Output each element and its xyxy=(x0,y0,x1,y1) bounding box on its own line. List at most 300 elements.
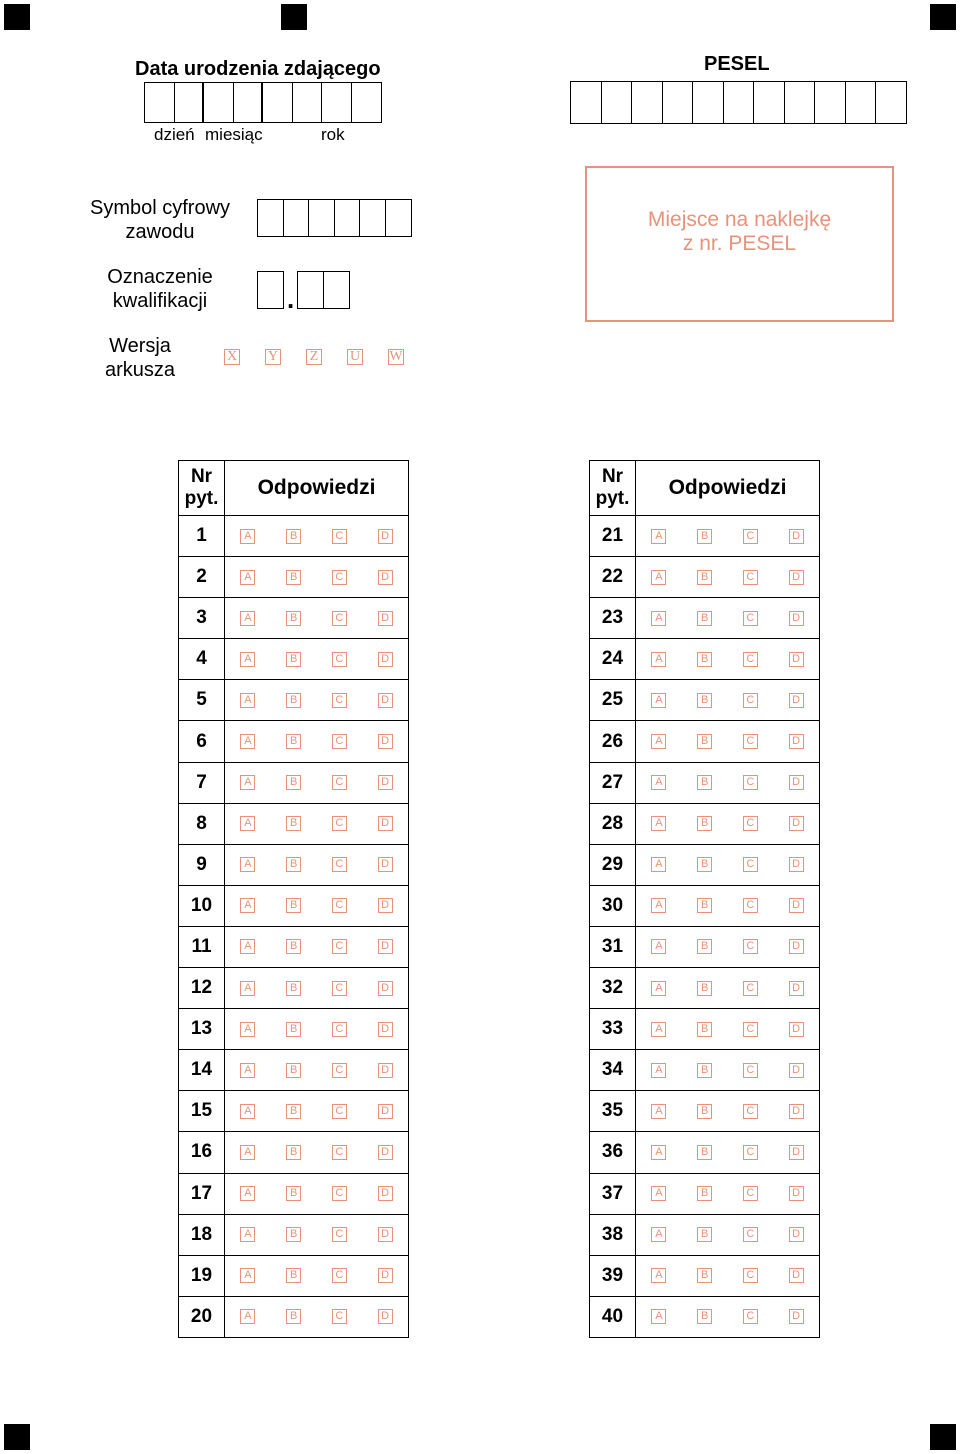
answer-option-a[interactable]: A xyxy=(651,816,666,831)
answer-option-a[interactable]: A xyxy=(651,611,666,626)
answer-options xyxy=(636,1009,820,1050)
question-number: 22 xyxy=(590,557,636,598)
answer-option-c[interactable]: C xyxy=(743,611,758,626)
answer-row xyxy=(590,557,820,598)
answer-option-d[interactable]: D xyxy=(378,734,393,749)
answer-row xyxy=(590,1296,820,1337)
qualification-box-1[interactable] xyxy=(257,271,284,309)
question-number: 15 xyxy=(179,1091,225,1132)
answers-table-right xyxy=(589,460,820,1338)
answer-option-b[interactable]: B xyxy=(697,1022,712,1037)
question-number: 5 xyxy=(179,680,225,721)
version-label-line1: Wersja xyxy=(109,335,171,357)
qualification-box-2[interactable] xyxy=(297,271,324,309)
answer-option-a[interactable]: A xyxy=(240,529,255,544)
answer-option-c[interactable]: C xyxy=(332,529,347,544)
answer-option-b[interactable]: B xyxy=(697,734,712,749)
answer-option-b[interactable]: B xyxy=(286,816,301,831)
answer-option-b[interactable]: B xyxy=(286,939,301,954)
corner-marker-top-right xyxy=(930,4,956,30)
answer-option-a[interactable]: A xyxy=(240,734,255,749)
answer-option-c[interactable]: C xyxy=(743,981,758,996)
answer-options xyxy=(636,639,820,680)
answer-option-b[interactable]: B xyxy=(286,1186,301,1201)
pesel-box[interactable] xyxy=(723,81,755,124)
answer-option-d[interactable]: D xyxy=(789,1227,804,1242)
question-number: 25 xyxy=(590,680,636,721)
birth-year-box-2[interactable] xyxy=(292,82,323,123)
answer-option-c[interactable]: C xyxy=(332,1268,347,1283)
qualification-box-3[interactable] xyxy=(323,271,350,309)
answer-options xyxy=(636,721,820,762)
answer-option-b[interactable]: B xyxy=(286,734,301,749)
answer-options xyxy=(225,926,409,967)
symbol-label-line1: Symbol cyfrowy xyxy=(89,197,231,219)
answer-option-c[interactable]: C xyxy=(743,1104,758,1119)
question-number: 13 xyxy=(179,1009,225,1050)
qualification-label xyxy=(70,265,250,313)
answer-row xyxy=(179,1132,409,1173)
answer-option-a[interactable]: A xyxy=(240,898,255,913)
answer-option-b[interactable]: B xyxy=(697,939,712,954)
birth-day-box-1[interactable] xyxy=(144,82,175,123)
answers-table-left xyxy=(178,460,409,1338)
answer-option-b[interactable]: B xyxy=(697,652,712,667)
answer-options xyxy=(225,844,409,885)
answer-option-c[interactable]: C xyxy=(743,1022,758,1037)
question-number: 27 xyxy=(590,762,636,803)
answer-option-d[interactable]: D xyxy=(378,775,393,790)
answer-option-c[interactable]: C xyxy=(743,1186,758,1201)
question-number: 35 xyxy=(590,1091,636,1132)
answer-option-b[interactable]: B xyxy=(697,1227,712,1242)
answer-row xyxy=(179,1091,409,1132)
answer-option-c[interactable]: C xyxy=(332,1227,347,1242)
question-number: 14 xyxy=(179,1050,225,1091)
answer-option-b[interactable]: B xyxy=(697,1104,712,1119)
header-question-number xyxy=(590,461,636,516)
answer-option-c[interactable]: C xyxy=(743,939,758,954)
answer-option-d[interactable]: D xyxy=(789,981,804,996)
birth-year-box-4[interactable] xyxy=(351,82,382,123)
answer-option-a[interactable]: A xyxy=(651,1104,666,1119)
answer-option-d[interactable]: D xyxy=(378,1309,393,1324)
qualification-label-line1: Oznaczenie xyxy=(107,266,213,288)
symbol-box[interactable] xyxy=(385,199,412,237)
answer-option-a[interactable]: A xyxy=(651,734,666,749)
answer-option-d[interactable]: D xyxy=(789,939,804,954)
answer-row xyxy=(179,721,409,762)
answer-option-d[interactable]: D xyxy=(789,1022,804,1037)
answer-option-a[interactable]: A xyxy=(651,1186,666,1201)
answer-option-d[interactable]: D xyxy=(378,898,393,913)
answer-option-d[interactable]: D xyxy=(789,734,804,749)
answer-option-c[interactable]: C xyxy=(332,1186,347,1201)
pesel-box[interactable] xyxy=(692,81,724,124)
birth-month-box-2[interactable] xyxy=(233,82,264,123)
answer-options xyxy=(225,1050,409,1091)
answer-option-d[interactable]: D xyxy=(789,1268,804,1283)
answer-options xyxy=(225,803,409,844)
answer-option-d[interactable]: D xyxy=(378,1063,393,1078)
answer-option-d[interactable]: D xyxy=(378,529,393,544)
answer-option-c[interactable]: C xyxy=(332,1104,347,1119)
answer-row xyxy=(590,762,820,803)
answer-option-a[interactable]: A xyxy=(240,1145,255,1160)
answer-option-b[interactable]: B xyxy=(697,1268,712,1283)
question-number: 37 xyxy=(590,1173,636,1214)
answer-row xyxy=(590,1009,820,1050)
answer-option-c[interactable]: C xyxy=(743,570,758,585)
answer-option-b[interactable]: B xyxy=(286,1268,301,1283)
answer-option-b[interactable]: B xyxy=(286,652,301,667)
answer-option-a[interactable]: A xyxy=(240,652,255,667)
answer-option-b[interactable]: B xyxy=(697,898,712,913)
answer-option-a[interactable]: A xyxy=(651,898,666,913)
answer-option-c[interactable]: C xyxy=(332,775,347,790)
answer-options xyxy=(636,885,820,926)
answer-option-c[interactable]: C xyxy=(332,611,347,626)
answer-option-d[interactable]: D xyxy=(378,611,393,626)
answer-row xyxy=(179,803,409,844)
answer-row xyxy=(179,1214,409,1255)
answer-options xyxy=(225,1296,409,1337)
answer-option-d[interactable]: D xyxy=(789,775,804,790)
answer-row xyxy=(179,557,409,598)
answer-row xyxy=(590,639,820,680)
answer-option-d[interactable]: D xyxy=(378,1104,393,1119)
answer-option-c[interactable]: C xyxy=(332,857,347,872)
version-option-y[interactable]: Y xyxy=(265,349,281,365)
answer-option-a[interactable]: A xyxy=(240,1227,255,1242)
answer-options xyxy=(636,1173,820,1214)
pesel-sticker-area xyxy=(585,166,894,322)
answer-option-d[interactable]: D xyxy=(378,1186,393,1201)
answer-row xyxy=(590,1255,820,1296)
answer-options xyxy=(636,968,820,1009)
pesel-title: PESEL xyxy=(704,53,770,75)
answer-option-a[interactable]: A xyxy=(240,693,255,708)
answer-option-b[interactable]: B xyxy=(697,775,712,790)
answer-option-a[interactable]: A xyxy=(240,611,255,626)
birth-month-box-1[interactable] xyxy=(203,82,234,123)
answer-option-b[interactable]: B xyxy=(697,1145,712,1160)
answer-option-c[interactable]: C xyxy=(743,1145,758,1160)
answers-left-body xyxy=(179,516,409,1338)
answer-option-c[interactable]: C xyxy=(743,734,758,749)
answer-options xyxy=(225,1009,409,1050)
answer-option-c[interactable]: C xyxy=(332,734,347,749)
answer-option-b[interactable]: B xyxy=(286,529,301,544)
answer-option-d[interactable]: D xyxy=(378,1022,393,1037)
answer-option-c[interactable]: C xyxy=(332,939,347,954)
answer-option-a[interactable]: A xyxy=(240,981,255,996)
answer-row xyxy=(590,680,820,721)
answer-option-c[interactable]: C xyxy=(332,898,347,913)
question-number: 29 xyxy=(590,844,636,885)
answer-option-a[interactable]: A xyxy=(651,939,666,954)
answer-option-c[interactable]: C xyxy=(743,652,758,667)
birth-day-box-2[interactable] xyxy=(174,82,205,123)
symbol-box[interactable] xyxy=(334,199,361,237)
answer-option-a[interactable]: A xyxy=(651,1022,666,1037)
answer-option-c[interactable]: C xyxy=(332,652,347,667)
answer-option-a[interactable]: A xyxy=(651,857,666,872)
answer-row xyxy=(179,1050,409,1091)
answer-option-d[interactable]: D xyxy=(789,1145,804,1160)
answer-option-b[interactable]: B xyxy=(286,857,301,872)
question-number: 26 xyxy=(590,721,636,762)
answer-option-b[interactable]: B xyxy=(286,1063,301,1078)
header-answers: Odpowiedzi xyxy=(225,461,409,516)
question-number: 7 xyxy=(179,762,225,803)
answer-option-b[interactable]: B xyxy=(286,1309,301,1324)
answer-option-a[interactable]: A xyxy=(651,1227,666,1242)
answer-option-a[interactable]: A xyxy=(651,693,666,708)
answer-option-b[interactable]: B xyxy=(286,1104,301,1119)
header-nr-line2: pyt. xyxy=(595,488,630,509)
answer-option-b[interactable]: B xyxy=(697,1309,712,1324)
answer-option-d[interactable]: D xyxy=(789,1104,804,1119)
answer-options xyxy=(636,844,820,885)
pesel-box[interactable] xyxy=(662,81,694,124)
answer-option-a[interactable]: A xyxy=(240,1309,255,1324)
answer-option-b[interactable]: B xyxy=(697,570,712,585)
answer-option-b[interactable]: B xyxy=(286,898,301,913)
answer-option-a[interactable]: A xyxy=(240,1063,255,1078)
answer-options xyxy=(225,557,409,598)
answer-option-d[interactable]: D xyxy=(378,570,393,585)
symbol-label-line2: zawodu xyxy=(125,221,195,243)
answer-option-a[interactable]: A xyxy=(651,1063,666,1078)
answer-option-b[interactable]: B xyxy=(286,981,301,996)
answer-option-d[interactable]: D xyxy=(789,1063,804,1078)
birth-month-label: miesiąc xyxy=(205,125,263,144)
answer-option-b[interactable]: B xyxy=(286,611,301,626)
answer-option-b[interactable]: B xyxy=(286,693,301,708)
answer-option-d[interactable]: D xyxy=(378,857,393,872)
answer-option-d[interactable]: D xyxy=(789,898,804,913)
answer-option-d[interactable]: D xyxy=(378,693,393,708)
symbol-box[interactable] xyxy=(359,199,386,237)
header-answers: Odpowiedzi xyxy=(636,461,820,516)
sticker-text-line2: z nr. PESEL xyxy=(682,232,797,255)
answer-option-a[interactable]: A xyxy=(240,1186,255,1201)
answer-option-d[interactable]: D xyxy=(378,1227,393,1242)
answer-option-a[interactable]: A xyxy=(240,1022,255,1037)
answer-row xyxy=(179,1173,409,1214)
answer-option-c[interactable]: C xyxy=(332,816,347,831)
pesel-box[interactable] xyxy=(784,81,816,124)
answer-options xyxy=(636,598,820,639)
answer-option-a[interactable]: A xyxy=(240,857,255,872)
answer-options xyxy=(636,1214,820,1255)
answer-option-d[interactable]: D xyxy=(789,1309,804,1324)
answer-option-d[interactable]: D xyxy=(789,857,804,872)
answer-option-c[interactable]: C xyxy=(743,898,758,913)
answer-row xyxy=(590,885,820,926)
qualification-dot: . xyxy=(287,284,295,314)
answer-option-b[interactable]: B xyxy=(697,693,712,708)
question-number: 9 xyxy=(179,844,225,885)
pesel-box[interactable] xyxy=(570,81,602,124)
answer-option-d[interactable]: D xyxy=(789,529,804,544)
question-number: 23 xyxy=(590,598,636,639)
header-nr-line1: Nr xyxy=(190,466,213,487)
answer-option-c[interactable]: C xyxy=(332,1145,347,1160)
answer-option-a[interactable]: A xyxy=(651,652,666,667)
answer-options xyxy=(636,516,820,557)
birth-year-box-1[interactable] xyxy=(262,82,293,123)
answer-option-c[interactable]: C xyxy=(332,981,347,996)
answer-option-d[interactable]: D xyxy=(789,570,804,585)
qualification-label-line2: kwalifikacji xyxy=(112,290,208,312)
answer-option-c[interactable]: C xyxy=(743,1309,758,1324)
answer-option-b[interactable]: B xyxy=(697,529,712,544)
answer-option-a[interactable]: A xyxy=(651,1268,666,1283)
question-number: 1 xyxy=(179,516,225,557)
answer-option-d[interactable]: D xyxy=(789,611,804,626)
answer-option-d[interactable]: D xyxy=(378,981,393,996)
answer-option-b[interactable]: B xyxy=(286,1022,301,1037)
answer-row xyxy=(179,1255,409,1296)
header-nr-line1: Nr xyxy=(601,466,624,487)
answer-row xyxy=(179,1009,409,1050)
question-number: 12 xyxy=(179,968,225,1009)
answer-option-b[interactable]: B xyxy=(697,611,712,626)
answer-option-b[interactable]: B xyxy=(697,816,712,831)
version-option-x[interactable]: X xyxy=(224,349,240,365)
answer-option-a[interactable]: A xyxy=(651,981,666,996)
answer-row xyxy=(179,598,409,639)
pesel-box[interactable] xyxy=(845,81,877,124)
answer-option-d[interactable]: D xyxy=(789,693,804,708)
answer-options xyxy=(225,968,409,1009)
answer-options xyxy=(225,680,409,721)
version-option-u[interactable]: U xyxy=(347,349,363,365)
pesel-box[interactable] xyxy=(875,81,907,124)
answer-option-d[interactable]: D xyxy=(789,816,804,831)
answer-option-d[interactable]: D xyxy=(789,652,804,667)
answer-option-c[interactable]: C xyxy=(332,1063,347,1078)
question-number: 39 xyxy=(590,1255,636,1296)
answer-option-a[interactable]: A xyxy=(240,775,255,790)
corner-marker-bottom-right xyxy=(930,1424,956,1450)
answer-option-d[interactable]: D xyxy=(378,1145,393,1160)
birth-date-title: Data urodzenia zdającego xyxy=(135,58,381,80)
birth-date-boxes xyxy=(144,82,382,123)
question-number: 4 xyxy=(179,639,225,680)
pesel-box[interactable] xyxy=(814,81,846,124)
symbol-box[interactable] xyxy=(257,199,284,237)
question-number: 10 xyxy=(179,885,225,926)
question-number: 28 xyxy=(590,803,636,844)
answer-option-c[interactable]: C xyxy=(743,693,758,708)
answer-option-b[interactable]: B xyxy=(286,775,301,790)
symbol-box[interactable] xyxy=(308,199,335,237)
answer-option-b[interactable]: B xyxy=(697,857,712,872)
answer-options xyxy=(225,598,409,639)
version-option-w[interactable]: W xyxy=(389,349,403,364)
answer-option-a[interactable]: A xyxy=(651,570,666,585)
answer-row xyxy=(179,680,409,721)
answer-option-c[interactable]: C xyxy=(743,529,758,544)
question-number: 19 xyxy=(179,1255,225,1296)
corner-marker-top-mid xyxy=(281,4,307,30)
answer-row xyxy=(590,1091,820,1132)
answer-options xyxy=(636,803,820,844)
answer-option-d[interactable]: D xyxy=(378,652,393,667)
question-number: 17 xyxy=(179,1173,225,1214)
answer-option-b[interactable]: B xyxy=(697,1186,712,1201)
answer-option-a[interactable]: A xyxy=(240,939,255,954)
answer-option-b[interactable]: B xyxy=(697,981,712,996)
answer-row xyxy=(590,968,820,1009)
answer-option-c[interactable]: C xyxy=(332,1022,347,1037)
pesel-box[interactable] xyxy=(631,81,663,124)
answer-option-c[interactable]: C xyxy=(743,857,758,872)
answer-option-c[interactable]: C xyxy=(743,816,758,831)
symbol-box[interactable] xyxy=(283,199,310,237)
answer-option-b[interactable]: B xyxy=(286,570,301,585)
answer-option-a[interactable]: A xyxy=(240,816,255,831)
question-number: 3 xyxy=(179,598,225,639)
birth-year-box-3[interactable] xyxy=(321,82,352,123)
answer-option-a[interactable]: A xyxy=(240,1104,255,1119)
answer-option-a[interactable]: A xyxy=(651,1309,666,1324)
version-label xyxy=(70,334,210,382)
sticker-text-line1: Miejsce na naklejkę xyxy=(647,208,832,231)
answer-option-c[interactable]: C xyxy=(743,1063,758,1078)
answer-option-d[interactable]: D xyxy=(378,816,393,831)
question-number: 24 xyxy=(590,639,636,680)
answer-option-a[interactable]: A xyxy=(651,529,666,544)
answer-options xyxy=(636,1296,820,1337)
answer-option-c[interactable]: C xyxy=(743,1268,758,1283)
answer-option-d[interactable]: D xyxy=(378,1268,393,1283)
answer-option-c[interactable]: C xyxy=(743,1227,758,1242)
answer-row xyxy=(179,968,409,1009)
answer-option-b[interactable]: B xyxy=(697,1063,712,1078)
answer-option-c[interactable]: C xyxy=(743,775,758,790)
answer-option-c[interactable]: C xyxy=(332,693,347,708)
answer-option-d[interactable]: D xyxy=(378,939,393,954)
question-number: 18 xyxy=(179,1214,225,1255)
answer-options xyxy=(225,1091,409,1132)
question-number: 32 xyxy=(590,968,636,1009)
answer-options xyxy=(225,885,409,926)
pesel-box[interactable] xyxy=(753,81,785,124)
answer-row xyxy=(179,639,409,680)
answer-option-c[interactable]: C xyxy=(332,1309,347,1324)
answer-option-a[interactable]: A xyxy=(240,1268,255,1283)
answer-option-b[interactable]: B xyxy=(286,1145,301,1160)
pesel-box[interactable] xyxy=(601,81,633,124)
answer-options xyxy=(225,1173,409,1214)
answer-option-d[interactable]: D xyxy=(789,1186,804,1201)
answer-option-a[interactable]: A xyxy=(240,570,255,585)
answer-option-a[interactable]: A xyxy=(651,1145,666,1160)
answer-option-c[interactable]: C xyxy=(332,570,347,585)
answer-options xyxy=(225,639,409,680)
question-number: 20 xyxy=(179,1296,225,1337)
answer-option-a[interactable]: A xyxy=(651,775,666,790)
answer-row xyxy=(179,516,409,557)
version-option-z[interactable]: Z xyxy=(306,349,322,365)
answer-row xyxy=(179,885,409,926)
answer-row xyxy=(590,1214,820,1255)
answer-option-b[interactable]: B xyxy=(286,1227,301,1242)
